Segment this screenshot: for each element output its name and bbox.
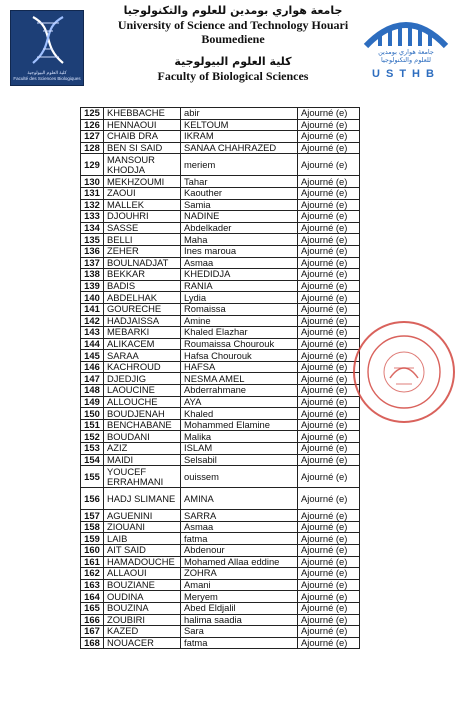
row-number-cell: 159 (81, 533, 104, 545)
table-row (81, 466, 360, 488)
first-name-cell: Hafsa Chourouk (181, 350, 298, 362)
university-name-arabic: جامعة هواري بومدين للعلوم والتكنولوجيا (123, 4, 343, 17)
table-row (81, 350, 360, 362)
last-name-cell: GOURECHE (104, 303, 181, 315)
row-number-cell: 157 (81, 510, 104, 522)
usthb-logo-text: USTHB (372, 68, 440, 80)
last-name-cell: ZOUBIRI (104, 614, 181, 626)
status-cell: Ajourné (e) (298, 385, 360, 397)
last-name-cell: BOUZINA (104, 602, 181, 614)
usthb-arch-icon (356, 10, 456, 50)
row-number-cell: 164 (81, 591, 104, 603)
table-row (81, 361, 360, 373)
table-row (81, 303, 360, 315)
last-name-cell: HAMADOUCHE (104, 556, 181, 568)
row-number-cell: 132 (81, 199, 104, 211)
status-cell: Ajourné (e) (298, 443, 360, 455)
first-name-cell: Mohamed Allaa eddine (181, 556, 298, 568)
row-number-cell: 146 (81, 361, 104, 373)
last-name-cell: AZIZ (104, 443, 181, 455)
row-number-cell: 135 (81, 234, 104, 246)
row-number-cell: 151 (81, 419, 104, 431)
table-row (81, 385, 360, 397)
table-row (81, 579, 360, 591)
last-name-cell: LAIB (104, 533, 181, 545)
table-row (81, 327, 360, 339)
table-row (81, 568, 360, 580)
status-cell: Ajourné (e) (298, 187, 360, 199)
table-row (81, 396, 360, 408)
status-cell: Ajourné (e) (298, 626, 360, 638)
first-name-cell: fatma (181, 533, 298, 545)
status-cell: Ajourné (e) (298, 176, 360, 188)
first-name-cell: Samia (181, 199, 298, 211)
table-row (81, 315, 360, 327)
table-row (81, 292, 360, 304)
row-number-cell: 149 (81, 396, 104, 408)
last-name-cell: ALLOUCHE (104, 396, 181, 408)
table-row (81, 488, 360, 510)
status-cell: Ajourné (e) (298, 350, 360, 362)
row-number-cell: 130 (81, 176, 104, 188)
first-name-cell: AYA (181, 396, 298, 408)
row-number-cell: 167 (81, 626, 104, 638)
status-cell: Ajourné (e) (298, 373, 360, 385)
first-name-cell: Khaled (181, 408, 298, 420)
row-number-cell: 128 (81, 142, 104, 154)
first-name-cell: fatma (181, 637, 298, 649)
last-name-cell: MEKHZOUMI (104, 176, 181, 188)
first-name-cell: Abdelkader (181, 222, 298, 234)
first-name-cell: Romaissa (181, 303, 298, 315)
row-number-cell: 126 (81, 119, 104, 131)
status-cell: Ajourné (e) (298, 568, 360, 580)
status-cell: Ajourné (e) (298, 327, 360, 339)
first-name-cell: ISLAM (181, 443, 298, 455)
table-row (81, 454, 360, 466)
status-cell: Ajourné (e) (298, 222, 360, 234)
first-name-cell: SANAA CHAHRAZED (181, 142, 298, 154)
last-name-cell: NOUACER (104, 637, 181, 649)
table-row (81, 257, 360, 269)
table-row (81, 142, 360, 154)
table-row (81, 108, 360, 120)
status-cell: Ajourné (e) (298, 396, 360, 408)
last-name-cell: KACHROUD (104, 361, 181, 373)
last-name-cell: ZIOUANI (104, 521, 181, 533)
dna-helix-icon (21, 15, 75, 65)
last-name-cell: ALLAOUI (104, 568, 181, 580)
status-cell: Ajourné (e) (298, 234, 360, 246)
row-number-cell: 153 (81, 443, 104, 455)
row-number-cell: 160 (81, 545, 104, 557)
table-row (81, 176, 360, 188)
results-table (80, 107, 360, 649)
last-name-cell: KAZED (104, 626, 181, 638)
last-name-cell: LAOUCINE (104, 385, 181, 397)
status-cell: Ajourné (e) (298, 199, 360, 211)
status-cell: Ajourné (e) (298, 637, 360, 649)
first-name-cell: Khaled Elazhar (181, 327, 298, 339)
row-number-cell: 141 (81, 303, 104, 315)
row-number-cell: 138 (81, 269, 104, 281)
status-cell: Ajourné (e) (298, 466, 360, 488)
usthb-logo-arabic-line2: للعلوم والتكنولوجيا (381, 56, 431, 64)
table-row (81, 338, 360, 350)
status-cell: Ajourné (e) (298, 488, 360, 510)
row-number-cell: 144 (81, 338, 104, 350)
last-name-cell: MEBARKI (104, 327, 181, 339)
first-name-cell: IKRAM (181, 131, 298, 143)
first-name-cell: Abed Eldjalil (181, 602, 298, 614)
table-row (81, 419, 360, 431)
first-name-cell: AMINA (181, 488, 298, 510)
table-row (81, 119, 360, 131)
faculty-logo-caption (13, 70, 81, 82)
row-number-cell: 137 (81, 257, 104, 269)
table-row (81, 431, 360, 443)
row-number-cell: 131 (81, 187, 104, 199)
table-row (81, 408, 360, 420)
row-number-cell: 133 (81, 211, 104, 223)
last-name-cell: HADJ SLIMANE (104, 488, 181, 510)
last-name-cell: OUDINA (104, 591, 181, 603)
usthb-logo-arabic-line1: جامعة هواري بومدين (378, 48, 434, 56)
last-name-cell: YOUCEF ERRAHMANI (104, 466, 181, 488)
status-cell: Ajourné (e) (298, 315, 360, 327)
row-number-cell: 134 (81, 222, 104, 234)
status-cell: Ajourné (e) (298, 269, 360, 281)
first-name-cell: Mohammed Elamine (181, 419, 298, 431)
status-cell: Ajourné (e) (298, 338, 360, 350)
status-cell: Ajourné (e) (298, 545, 360, 557)
table-row (81, 269, 360, 281)
row-number-cell: 147 (81, 373, 104, 385)
status-cell: Ajourné (e) (298, 154, 360, 176)
row-number-cell: 161 (81, 556, 104, 568)
last-name-cell: BELLI (104, 234, 181, 246)
table-row (81, 373, 360, 385)
row-number-cell: 168 (81, 637, 104, 649)
row-number-cell: 162 (81, 568, 104, 580)
usthb-logo-arabic (356, 48, 456, 64)
row-number-cell: 148 (81, 385, 104, 397)
table-row (81, 280, 360, 292)
first-name-cell: Roumaissa Chourouk (181, 338, 298, 350)
first-name-cell: KELTOUM (181, 119, 298, 131)
last-name-cell: DJEDJIG (104, 373, 181, 385)
last-name-cell: ALIKACEM (104, 338, 181, 350)
first-name-cell: Malika (181, 431, 298, 443)
row-number-cell: 127 (81, 131, 104, 143)
first-name-cell: Amine (181, 315, 298, 327)
faculty-name-arabic: كلية العلوم البيولوجية (174, 55, 292, 68)
row-number-cell: 125 (81, 108, 104, 120)
status-cell: Ajourné (e) (298, 521, 360, 533)
status-cell: Ajourné (e) (298, 119, 360, 131)
first-name-cell: Kaouther (181, 187, 298, 199)
last-name-cell: MANSOUR KHODJA (104, 154, 181, 176)
table-row (81, 545, 360, 557)
status-cell: Ajourné (e) (298, 614, 360, 626)
status-cell: Ajourné (e) (298, 408, 360, 420)
status-cell: Ajourné (e) (298, 211, 360, 223)
first-name-cell: Ines maroua (181, 245, 298, 257)
document-header (0, 0, 465, 100)
first-name-cell: Amani (181, 579, 298, 591)
table-row (81, 626, 360, 638)
last-name-cell: BEKKAR (104, 269, 181, 281)
last-name-cell: BADIS (104, 280, 181, 292)
row-number-cell: 150 (81, 408, 104, 420)
row-number-cell: 143 (81, 327, 104, 339)
first-name-cell: meriem (181, 154, 298, 176)
first-name-cell: KHEDIDJA (181, 269, 298, 281)
status-cell: Ajourné (e) (298, 556, 360, 568)
first-name-cell: NESMA AMEL (181, 373, 298, 385)
table-row (81, 591, 360, 603)
faculty-logo (10, 10, 84, 86)
status-cell: Ajourné (e) (298, 431, 360, 443)
status-cell: Ajourné (e) (298, 533, 360, 545)
table-row (81, 533, 360, 545)
status-cell: Ajourné (e) (298, 510, 360, 522)
first-name-cell: NADINE (181, 211, 298, 223)
results-table-body (81, 108, 360, 649)
table-row (81, 187, 360, 199)
row-number-cell: 163 (81, 579, 104, 591)
first-name-cell: Sara (181, 626, 298, 638)
row-number-cell: 145 (81, 350, 104, 362)
table-row (81, 443, 360, 455)
table-row (81, 245, 360, 257)
table-row (81, 199, 360, 211)
status-cell: Ajourné (e) (298, 303, 360, 315)
faculty-logo-caption-ar: كلية العلوم البيولوجية (27, 70, 67, 75)
table-row (81, 510, 360, 522)
last-name-cell: BENCHABANE (104, 419, 181, 431)
table-row (81, 131, 360, 143)
status-cell: Ajourné (e) (298, 602, 360, 614)
row-number-cell: 139 (81, 280, 104, 292)
university-name-line1: University of Science and Technology Houari (117, 18, 349, 32)
first-name-cell: ouissem (181, 466, 298, 488)
first-name-cell: Selsabil (181, 454, 298, 466)
first-name-cell: Abdenour (181, 545, 298, 557)
last-name-cell: ABDELHAK (104, 292, 181, 304)
last-name-cell: BOULNADJAT (104, 257, 181, 269)
row-number-cell: 142 (81, 315, 104, 327)
last-name-cell: BEN SI SAID (104, 142, 181, 154)
usthb-logo (356, 10, 456, 88)
table-row (81, 154, 360, 176)
last-name-cell: AGUENINI (104, 510, 181, 522)
first-name-cell: Tahar (181, 176, 298, 188)
status-cell: Ajourné (e) (298, 454, 360, 466)
last-name-cell: DJOUHRI (104, 211, 181, 223)
last-name-cell: MAIDI (104, 454, 181, 466)
row-number-cell: 155 (81, 466, 104, 488)
table-row (81, 234, 360, 246)
first-name-cell: Meryem (181, 591, 298, 603)
row-number-cell: 158 (81, 521, 104, 533)
last-name-cell: HENNAOUI (104, 119, 181, 131)
status-cell: Ajourné (e) (298, 257, 360, 269)
row-number-cell: 156 (81, 488, 104, 510)
first-name-cell: Abderrahmane (181, 385, 298, 397)
table-row (81, 556, 360, 568)
table-row (81, 222, 360, 234)
last-name-cell: ZEHER (104, 245, 181, 257)
last-name-cell: BOUZIANE (104, 579, 181, 591)
row-number-cell: 165 (81, 602, 104, 614)
table-row (81, 602, 360, 614)
first-name-cell: Asmaa (181, 521, 298, 533)
status-cell: Ajourné (e) (298, 361, 360, 373)
official-stamp (350, 318, 458, 426)
table-row (81, 637, 360, 649)
table-row (81, 211, 360, 223)
first-name-cell: abir (181, 108, 298, 120)
last-name-cell: SARAA (104, 350, 181, 362)
table-row (81, 521, 360, 533)
last-name-cell: AIT SAID (104, 545, 181, 557)
first-name-cell: RANIA (181, 280, 298, 292)
first-name-cell: Lydia (181, 292, 298, 304)
last-name-cell: HADJAISSA (104, 315, 181, 327)
status-cell: Ajourné (e) (298, 579, 360, 591)
last-name-cell: ZAOUI (104, 187, 181, 199)
last-name-cell: KHEBBACHE (104, 108, 181, 120)
row-number-cell: 154 (81, 454, 104, 466)
first-name-cell: halima saadia (181, 614, 298, 626)
first-name-cell: ZOHRA (181, 568, 298, 580)
faculty-name: Faculty of Biological Sciences (157, 69, 309, 83)
first-name-cell: HAFSA (181, 361, 298, 373)
row-number-cell: 166 (81, 614, 104, 626)
table-row (81, 614, 360, 626)
status-cell: Ajourné (e) (298, 108, 360, 120)
row-number-cell: 140 (81, 292, 104, 304)
status-cell: Ajourné (e) (298, 280, 360, 292)
header-titles (98, 4, 368, 83)
first-name-cell: Asmaa (181, 257, 298, 269)
faculty-logo-caption-fr: Faculté des Sciences Biologiques (13, 76, 81, 81)
university-name-line2: Boumediene (201, 32, 265, 46)
row-number-cell: 152 (81, 431, 104, 443)
row-number-cell: 129 (81, 154, 104, 176)
last-name-cell: BOUDJENAH (104, 408, 181, 420)
row-number-cell: 136 (81, 245, 104, 257)
last-name-cell: MALLEK (104, 199, 181, 211)
status-cell: Ajourné (e) (298, 591, 360, 603)
first-name-cell: SARRA (181, 510, 298, 522)
status-cell: Ajourné (e) (298, 142, 360, 154)
first-name-cell: Maha (181, 234, 298, 246)
last-name-cell: SASSE (104, 222, 181, 234)
status-cell: Ajourné (e) (298, 419, 360, 431)
last-name-cell: BOUDANI (104, 431, 181, 443)
status-cell: Ajourné (e) (298, 245, 360, 257)
status-cell: Ajourné (e) (298, 131, 360, 143)
last-name-cell: CHAIB DRA (104, 131, 181, 143)
status-cell: Ajourné (e) (298, 292, 360, 304)
